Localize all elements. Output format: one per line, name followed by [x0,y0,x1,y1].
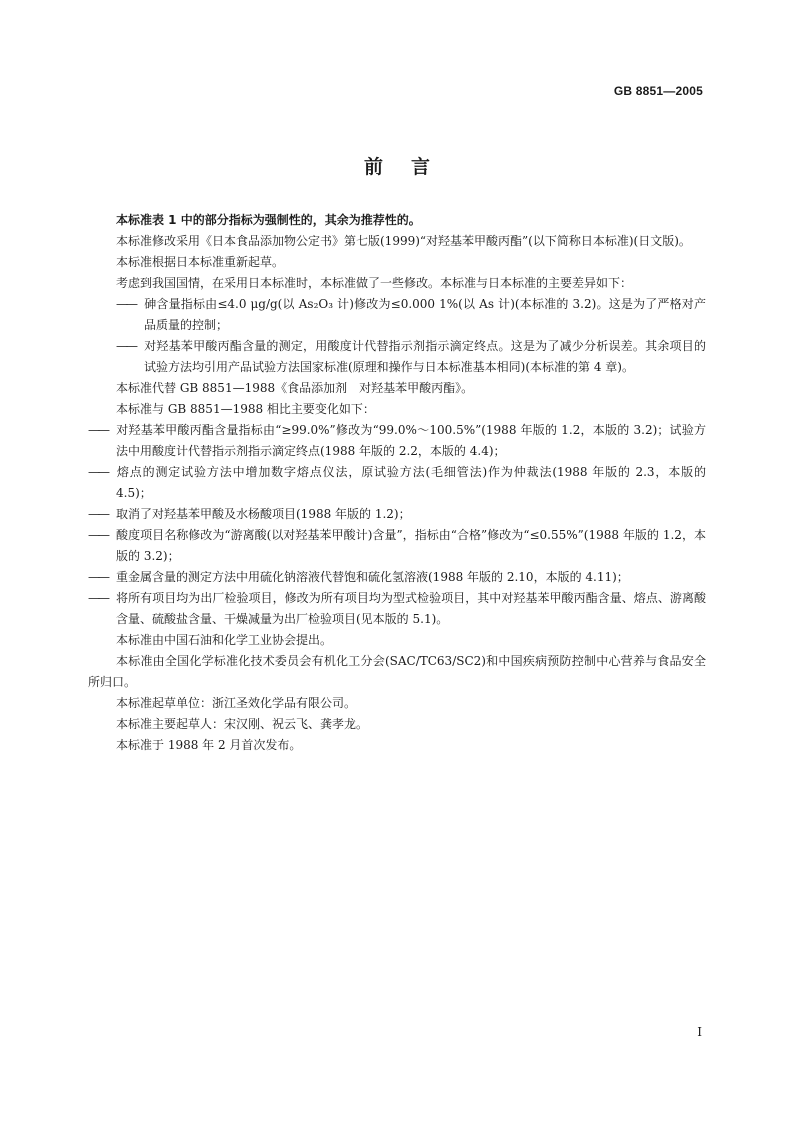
paragraph [88,693,706,714]
list-item [88,336,706,378]
paragraph-text: 对羟基苯甲酸丙酯含量的测定，用酸度计代替指示剂指示滴定终点。这是为了减少分析误差。其余项目的试验方法均引用产品试验方法国家标准(原理和操作与日本标准基本相同)(本标准的第 4 章)。 [144,339,706,374]
em-dash-marker: —— [88,570,108,584]
paragraph-text: 砷含量指标由≤4.0 μg/g(以 As₂O₃ 计)修改为≤0.000 1%(以 As 计)(本标准的 3.2)。这是为了严格对产品质量的控制； [144,297,706,332]
paragraph-text: 本标准与 GB 8851—1988 相比主要变化如下： [116,402,375,416]
paragraph-text: 本标准于 1988 年 2 月首次发布。 [116,738,302,752]
paragraph [88,273,706,294]
paragraph-text: 重金属含量的测定方法中用硫化钠溶液代替饱和硫化氢溶液(1988 年版的 2.10，本版的 4.11)； [116,570,629,584]
paragraph-text: 本标准根据日本标准重新起草。 [116,255,285,269]
paragraph [88,651,706,693]
list-item [88,525,706,567]
document-body [88,210,706,756]
paragraph-text: 本标准表 1 中的部分指标为强制性的，其余为推荐性的。 [116,213,421,227]
paragraph-text: 对羟基苯甲酸丙酯含量指标由“≥99.0%”修改为“99.0%～100.5%”(1988 年版的 1.2，本版的 3.2)；试验方法中用酸度计代替指示剂指示滴定终点(1988 年版的 2.2，本版的 4.4)； [116,423,706,458]
list-item [88,504,706,525]
paragraph-text: 本标准主要起草人：宋汉刚、祝云飞、龚孝龙。 [116,717,369,731]
page-title: 前言 [363,156,458,178]
paragraph [88,630,706,651]
em-dash-marker: —— [88,465,108,479]
paragraph-text: 将所有项目均为出厂检验项目，修改为所有项目均为型式检验项目，其中对羟基苯甲酸丙酯含量、熔点、游离酸含量、硫酸盐含量、干燥减量为出厂检验项目(见本版的 5.1)。 [116,591,706,626]
paragraph [88,399,706,420]
em-dash-marker: —— [116,339,136,353]
paragraph-text: 本标准修改采用《日本食品添加物公定书》第七版(1999)“对羟基苯甲酸丙酯”(以下简称日本标准)(日文版)。 [116,234,691,248]
em-dash-marker: —— [88,528,108,542]
em-dash-marker: —— [116,297,136,311]
paragraph [88,735,706,756]
paragraph-text: 熔点的测定试验方法中增加数字熔点仪法，原试验方法(毛细管法)作为仲裁法(1988 年版的 2.3，本版的 4.5)； [116,465,706,500]
paragraph [88,714,706,735]
paragraph [88,252,706,273]
em-dash-marker: —— [88,423,108,437]
paragraph [88,378,706,399]
paragraph-text: 考虑到我国国情，在采用日本标准时，本标准做了一些修改。本标准与日本标准的主要差异如下： [116,276,633,290]
list-item [88,588,706,630]
list-item [88,462,706,504]
page-number: I [697,1025,702,1039]
paragraph [88,210,706,231]
standard-code: GB 8851—2005 [613,84,703,98]
list-item [88,294,706,336]
list-item [88,567,706,588]
paragraph-text: 本标准由中国石油和化学工业协会提出。 [116,633,333,647]
em-dash-marker: —— [88,507,108,521]
paragraph-text: 本标准代替 GB 8851—1988《食品添加剂 对羟基苯甲酸丙酯》。 [116,381,474,395]
em-dash-marker: —— [88,591,108,605]
list-item [88,420,706,462]
paragraph-text: 酸度项目名称修改为“游离酸(以对羟基苯甲酸计)含量”，指标由“合格”修改为“≤0.55%”(1988 年版的 1.2，本版的 3.2)； [116,528,706,563]
paragraph [88,231,706,252]
paragraph-text: 本标准由全国化学标准化技术委员会有机化工分会(SAC/TC63/SC2)和中国疾病预防控制中心营养与食品安全所归口。 [88,654,706,689]
paragraph-text: 本标准起草单位：浙江圣效化学品有限公司。 [116,696,357,710]
paragraph-text: 取消了对羟基苯甲酸及水杨酸项目(1988 年版的 1.2)； [116,507,411,521]
